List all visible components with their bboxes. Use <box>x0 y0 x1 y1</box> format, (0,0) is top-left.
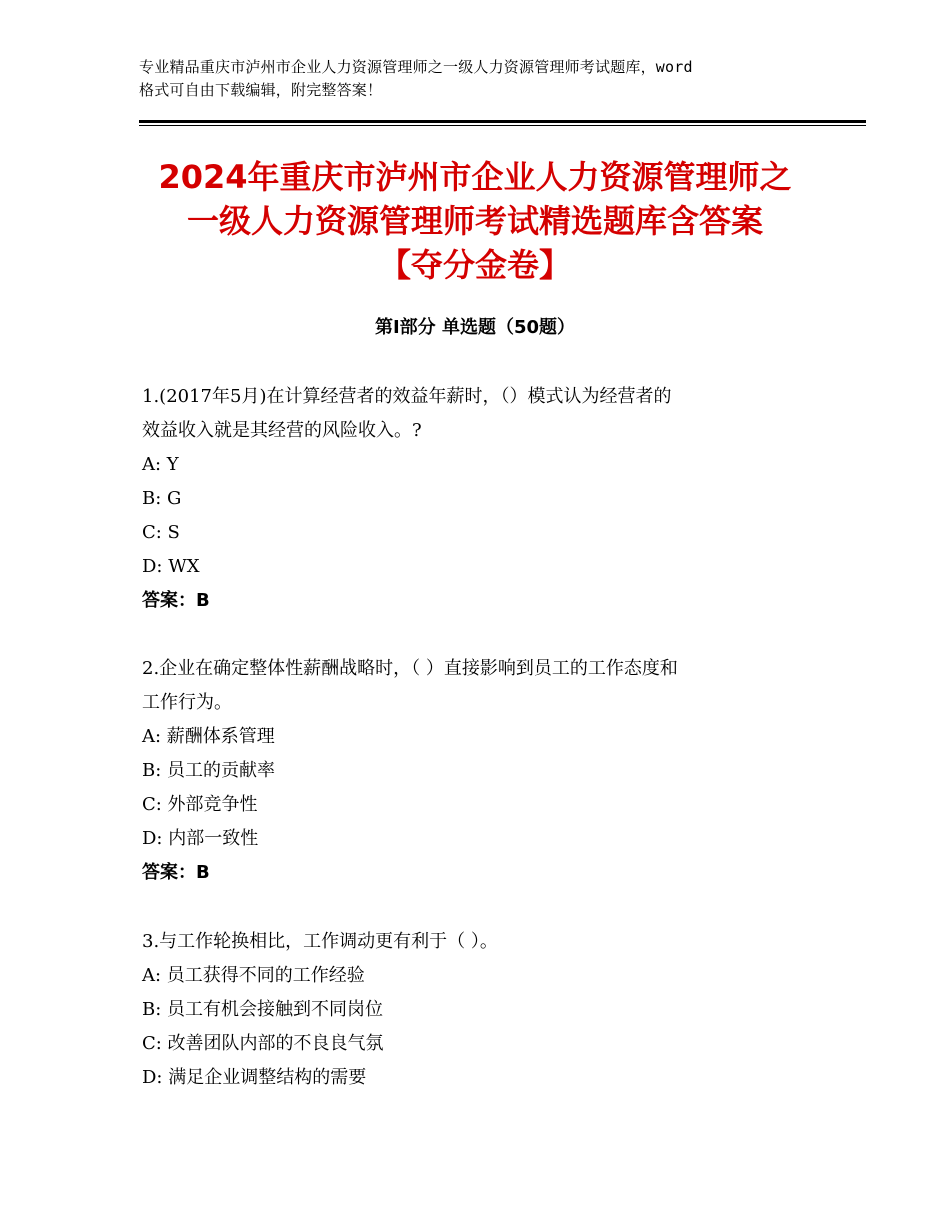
header-note <box>139 56 839 102</box>
question-3-stem-line-1: 3.与工作轮换相比，工作调动更有利于（ ）。 <box>142 931 498 952</box>
question-1-option-d: D: WX <box>142 556 200 577</box>
header-note-line-1: 专业精品重庆市泸州市企业人力资源管理师之一级人力资源管理师考试题库，word <box>139 58 693 76</box>
question-2-stem-line-1: 2.企业在确定整体性薪酬战略时，（ ）直接影响到员工的工作态度和 <box>142 658 678 679</box>
question-3 <box>142 925 822 1095</box>
title-line-3: 【夺分金卷】 <box>378 246 571 284</box>
question-3-option-a: A: 员工获得不同的工作经验 <box>142 965 365 986</box>
question-1-option-a: A: Y <box>142 454 179 475</box>
question-3-option-d: D: 满足企业调整结构的需要 <box>142 1067 367 1088</box>
question-2-option-b: B: 员工的贡献率 <box>142 760 276 781</box>
header-rule-thin <box>139 125 866 126</box>
question-2 <box>142 652 822 890</box>
question-1-option-c: C: S <box>142 522 180 543</box>
header-note-line-2: 格式可自由下载编辑，附完整答案！ <box>139 81 383 99</box>
question-1-stem-line-1: 1.(2017年5月)在计算经营者的效益年薪时，（）模式认为经营者的 <box>142 386 672 407</box>
section-heading: 第Ⅰ部分 单选题（50题） <box>374 317 575 338</box>
header-rule-thick <box>139 120 866 123</box>
title-line-2: 一级人力资源管理师考试精选题库含答案 <box>186 202 763 240</box>
question-1-stem-line-2: 效益收入就是其经营的风险收入。? <box>142 420 422 441</box>
title-line-1: 2024年重庆市泸州市企业人力资源管理师之 <box>158 158 792 196</box>
question-2-option-a: A: 薪酬体系管理 <box>142 726 275 747</box>
question-2-stem-line-2: 工作行为。 <box>142 692 232 713</box>
question-2-option-d: D: 内部一致性 <box>142 828 259 849</box>
question-3-option-b: B: 员工有机会接触到不同岗位 <box>142 999 384 1020</box>
question-3-option-c: C: 改善团队内部的不良良气氛 <box>142 1033 384 1054</box>
question-2-option-c: C: 外部竞争性 <box>142 794 258 815</box>
document-title <box>100 155 850 287</box>
question-2-answer: 答案：B <box>142 862 210 883</box>
question-1 <box>142 380 822 618</box>
question-1-answer: 答案：B <box>142 590 210 611</box>
question-1-option-b: B: G <box>142 488 182 509</box>
